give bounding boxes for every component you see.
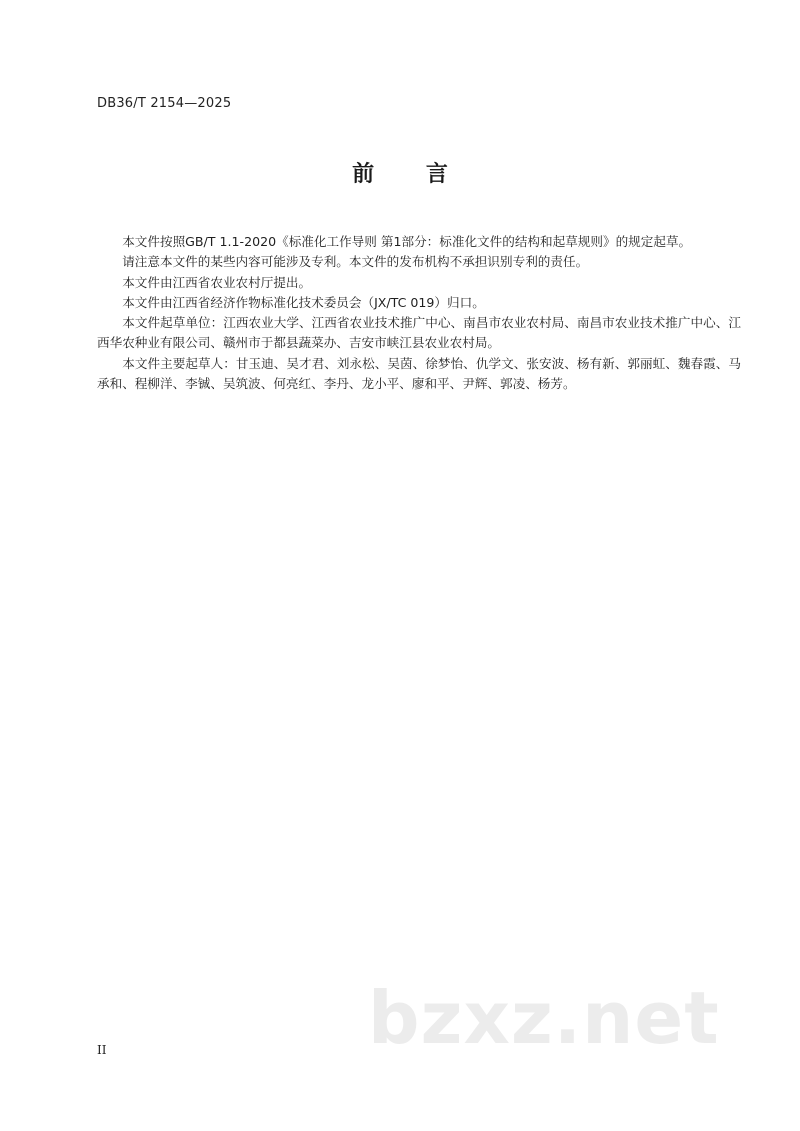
- page-number: II: [97, 1043, 107, 1057]
- paragraph-patent-notice: 请注意本文件的某些内容可能涉及专利。本文件的发布机构不承担识别专利的责任。: [122, 254, 589, 270]
- paragraph-proposer: 本文件由江西省农业农村厅提出。: [122, 274, 312, 290]
- preface-body: [97, 232, 741, 394]
- watermark: bzxz.net: [368, 976, 720, 1060]
- page-title: 前 言: [352, 162, 470, 187]
- paragraph-drafting-units: 本文件起草单位：江西农业大学、江西省农业技术推广中心、南昌市农业农村局、南昌市农业技术推广中心、江西华农种业有限公司、赣州市于都县蔬菜办、吉安市峡江县农业农村局。: [97, 315, 741, 351]
- paragraph-committee: 本文件由江西省经济作物标准化技术委员会（JX/TC 019）归口。: [122, 294, 485, 310]
- document-code: DB36/T 2154—2025: [97, 96, 232, 111]
- paragraph-drafting-rules: 本文件按照GB/T 1.1-2020《标准化工作导则 第1部分：标准化文件的结构和起草规则》的规定起草。: [122, 234, 692, 249]
- paragraph-drafters: 本文件主要起草人：甘玉迪、吴才君、刘永松、吴茵、徐梦怡、仇学文、张安波、杨有新、郭丽虹、魏春霞、马承和、程柳洋、李铖、吴筑波、何亮红、李丹、龙小平、廖和平、尹辉、郭凌、杨芳。: [97, 355, 741, 392]
